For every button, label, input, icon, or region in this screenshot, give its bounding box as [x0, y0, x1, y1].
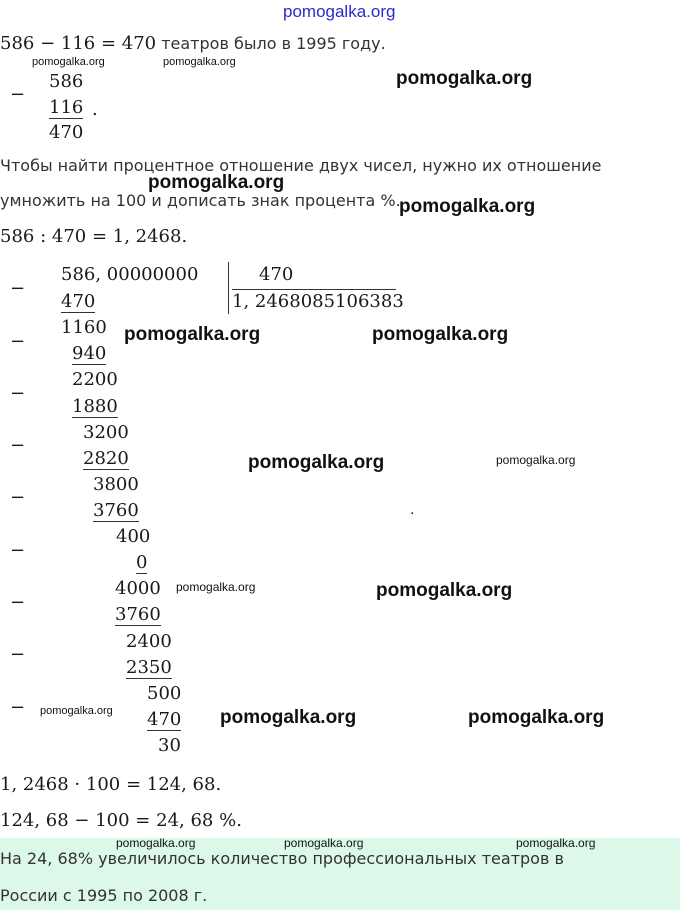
difference-text: театров было в 1995 году.	[156, 34, 386, 53]
watermark: pomogalka.org	[468, 707, 605, 728]
watermark: pomogalka.org	[32, 56, 105, 68]
watermark-top: pomogalka.org	[283, 2, 396, 21]
step-subtrahend: 3760	[115, 604, 161, 625]
watermark: pomogalka.org	[176, 580, 256, 594]
step-subtrahend: 470	[61, 291, 96, 312]
watermark: pomogalka.org	[124, 324, 261, 345]
watermark: pomogalka.org	[396, 68, 533, 89]
step-minuend: 4000	[115, 578, 161, 599]
watermark: pomogalka.org	[248, 452, 385, 473]
watermark: pomogalka.org	[372, 324, 509, 345]
answer-line-2: России с 1995 по 2008 г.	[0, 886, 208, 905]
minus-sign: −	[10, 435, 26, 456]
answer-line-1: На 24, 68% увеличилось количество профессиональных театров в	[0, 849, 564, 868]
watermark: pomogalka.org	[516, 836, 596, 850]
minuend: 586	[49, 71, 84, 92]
stray-dot: .	[410, 502, 415, 518]
subtraction-expression: 124, 68 − 100 = 24, 68 %.	[0, 810, 242, 831]
period: .	[92, 99, 98, 120]
remainder: 30	[158, 735, 181, 756]
dividend: 586, 00000000	[61, 264, 199, 285]
step-subtrahend: 2820	[83, 448, 129, 469]
explanation-line-2: умножить на 100 и дописать знак процента %.	[0, 191, 401, 210]
minus-sign: −	[10, 383, 26, 404]
division-bar-vertical	[228, 262, 229, 314]
difference-result: 470	[49, 122, 84, 143]
watermark: pomogalka.org	[148, 172, 285, 193]
step-minuend: 2400	[126, 631, 172, 652]
step-subtrahend: 1880	[72, 396, 118, 417]
step-minuend: 3200	[83, 422, 129, 443]
minus-sign: −	[10, 331, 26, 352]
minus-sign: −	[10, 644, 26, 665]
step-minuend: 1160	[61, 317, 107, 338]
step-minuend: 400	[116, 526, 151, 547]
difference-expression: 586 − 116 = 470	[0, 33, 157, 54]
step-subtrahend: 0	[136, 552, 148, 573]
step-minuend: 2200	[72, 369, 118, 390]
minus-sign: −	[10, 697, 26, 718]
step-subtrahend: 470	[147, 709, 182, 730]
minus-sign: −	[10, 487, 26, 508]
minus-sign: −	[10, 278, 26, 299]
watermark: pomogalka.org	[284, 836, 364, 850]
step-minuend: 3800	[93, 474, 139, 495]
subtrahend: 116	[49, 97, 84, 118]
minus-sign: −	[10, 540, 26, 561]
explanation-line-1: Чтобы найти процентное отношение двух чисел, нужно их отношение	[0, 156, 602, 175]
watermark: pomogalka.org	[376, 580, 513, 601]
minus-sign: −	[10, 84, 26, 105]
watermark: pomogalka.org	[40, 705, 113, 717]
quotient: 1, 2468085106383	[232, 291, 404, 312]
step-subtrahend: 3760	[93, 500, 139, 521]
watermark: pomogalka.org	[163, 56, 236, 68]
divisor: 470	[259, 264, 294, 285]
multiplication-expression: 1, 2468 · 100 = 124, 68.	[0, 774, 222, 795]
step-minuend: 500	[147, 683, 182, 704]
minus-sign: −	[10, 592, 26, 613]
watermark: pomogalka.org	[496, 453, 576, 467]
step-subtrahend: 940	[72, 343, 107, 364]
watermark: pomogalka.org	[220, 707, 357, 728]
step-subtrahend: 2350	[126, 657, 172, 678]
division-bar-horizontal	[232, 289, 396, 290]
watermark: pomogalka.org	[116, 836, 196, 850]
difference-line	[0, 33, 386, 54]
division-expression: 586 : 470 = 1, 2468.	[0, 226, 188, 247]
watermark: pomogalka.org	[399, 196, 536, 217]
